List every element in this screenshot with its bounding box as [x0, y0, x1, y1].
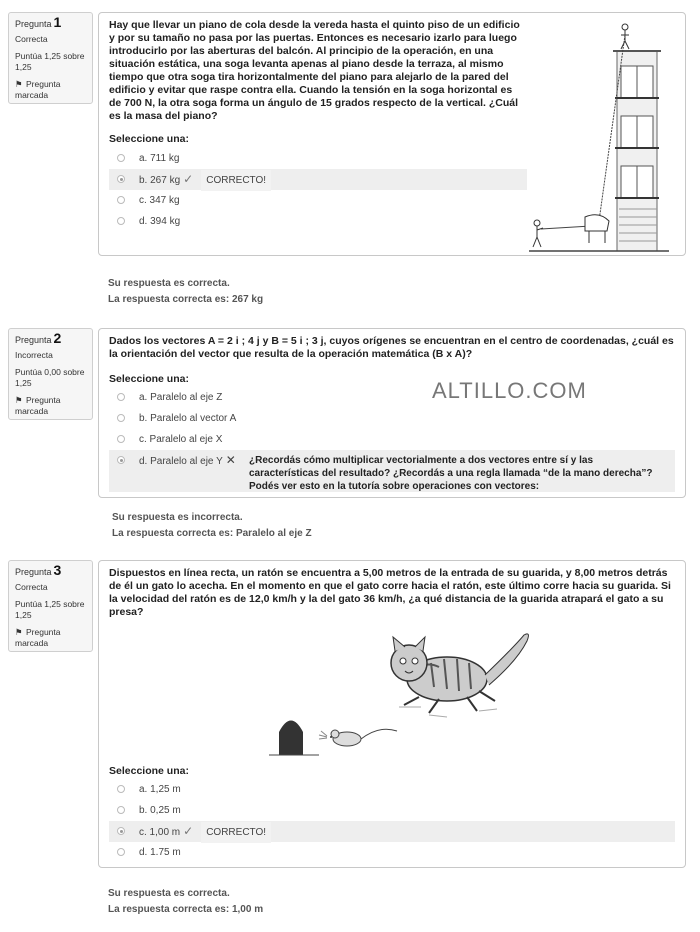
question-3-flag[interactable]: ⚑ Pregunta marcada	[15, 627, 61, 648]
question-2-prompt: Seleccione una:	[109, 373, 189, 385]
question-3-option-b[interactable]: b. 0,25 m	[109, 800, 675, 821]
question-2-flag[interactable]: ⚑ Pregunta marcada	[15, 395, 61, 416]
feedback-badge: CORRECTO!	[201, 170, 271, 191]
question-1-option-b[interactable]: b. 267 kg ✓ CORRECTO!	[109, 169, 527, 190]
radio-button[interactable]	[117, 785, 125, 793]
flag-icon: ⚑	[15, 627, 23, 637]
summary-correct-answer: La respuesta correcta es: 1,00 m	[108, 904, 264, 915]
question-3-info	[8, 560, 93, 652]
question-2-state: Incorrecta	[15, 350, 53, 360]
check-icon: ✓	[183, 172, 194, 186]
question-3-option-a[interactable]: a. 1,25 m	[109, 779, 675, 800]
summary-status: Su respuesta es correcta.	[108, 888, 230, 899]
question-2-info	[8, 328, 93, 420]
question-1-prompt: Seleccione una:	[109, 133, 189, 145]
question-1-grade: Puntúa 1,25 sobre 1,25	[15, 51, 85, 72]
flag-icon: ⚑	[15, 79, 23, 89]
feedback-text: ¿Recordás cómo multiplicar vectorialmente a dos vectores entre sí y las características del resultado? ¿Recordás a una regla llamada “de la mano derecha”? Podés ver esto en la tutoría sobre operaciones con vectores:	[249, 455, 653, 492]
question-1-number: Pregunta 1	[15, 14, 62, 30]
feedback-badge: CORRECTO!	[201, 822, 271, 843]
radio-button-selected[interactable]	[117, 456, 125, 464]
radio-button[interactable]	[117, 196, 125, 204]
question-2-summary	[112, 510, 312, 542]
question-2-text: Dados los vectores A = 2 i ; 4 j y B = 5 i ; 3 j, cuyos orígenes se encuentran en el centro de coordenadas, ¿cuál es la orientación del vector que resulta de la operación matemática (B x A)?	[109, 335, 674, 360]
cat-mouse-illustration	[269, 627, 539, 757]
radio-button[interactable]	[117, 217, 125, 225]
watermark: ALTILLO.COM	[432, 378, 587, 403]
question-1-state: Correcta	[15, 34, 48, 44]
question-3-option-c[interactable]: c. 1,00 m ✓ CORRECTO!	[109, 821, 675, 842]
question-3-prompt: Seleccione una:	[109, 765, 189, 777]
question-1-option-d[interactable]: d. 394 kg	[109, 211, 527, 232]
summary-status: Su respuesta es correcta.	[108, 278, 230, 289]
question-1-content	[98, 12, 686, 256]
question-2-content	[98, 328, 686, 498]
radio-button[interactable]	[117, 435, 125, 443]
question-3-content	[98, 560, 686, 868]
cross-icon: ✕	[225, 453, 236, 467]
question-2-number: Pregunta 2	[15, 330, 62, 346]
question-1-summary	[108, 276, 263, 308]
question-3-grade: Puntúa 1,25 sobre 1,25	[15, 599, 85, 620]
question-1-info	[8, 12, 93, 104]
flag-icon: ⚑	[15, 395, 23, 405]
summary-correct-answer: La respuesta correcta es: Paralelo al eje Z	[112, 528, 312, 539]
question-1-option-c[interactable]: c. 347 kg	[109, 190, 527, 211]
radio-button[interactable]	[117, 414, 125, 422]
radio-button[interactable]	[117, 806, 125, 814]
question-2-option-b[interactable]: b. Paralelo al vector A	[109, 408, 675, 429]
radio-button-selected[interactable]	[117, 827, 125, 835]
building-piano-illustration	[529, 21, 669, 253]
question-1-option-a[interactable]: a. 711 kg	[109, 148, 527, 169]
question-3-summary	[108, 886, 263, 918]
radio-button[interactable]	[117, 393, 125, 401]
check-icon: ✓	[183, 824, 194, 838]
question-2-option-a[interactable]: a. Paralelo al eje Z	[109, 387, 675, 408]
question-3-number: Pregunta 3	[15, 562, 62, 578]
question-3-text: Dispuestos en línea recta, un ratón se encuentra a 5,00 metros de la entrada de su guarida, y 8,00 metros detrás de él un gato lo acecha. En el momento en que el gato corre hacia el ratón, este último corre hacia su guarida. Si la velocidad del ratón es de 12,0 km/h y la del gato 36 km/h, ¿a qué distancia de la guarida atrapará el gato a su presa?	[109, 567, 671, 618]
question-1-text: Hay que llevar un piano de cola desde la vereda hasta el quinto piso de un edificio y por su tamaño no pasa por las puertas. Entonces es necesario izarlo para luego introducirlo por las aberturas del balcón. Al principio de la operación, en una situación estática, una soga levanta apenas al piano desde la terraza, al mismo tiempo que otra soga tira horizontalmente del piano para alejarlo de la pared del edificio y evitar que raspe contra ella. Cuando la tensión en la soga horizontal es de 700 N, la otra soga forma un ángulo de 15 grados respecto de la vertical. ¿Cuál es la masa del piano?	[109, 19, 520, 122]
question-3-option-d[interactable]: d. 1.75 m	[109, 842, 675, 863]
summary-status: Su respuesta es incorrecta.	[112, 512, 243, 523]
question-1-flag[interactable]: ⚑ Pregunta marcada	[15, 79, 61, 100]
summary-correct-answer: La respuesta correcta es: 267 kg	[108, 294, 264, 305]
question-3-state: Correcta	[15, 582, 48, 592]
radio-button-selected[interactable]	[117, 175, 125, 183]
question-2-option-c[interactable]: c. Paralelo al eje X	[109, 429, 675, 450]
question-2-grade: Puntúa 0,00 sobre 1,25	[15, 367, 85, 388]
radio-button[interactable]	[117, 848, 125, 856]
question-2-option-d[interactable]: d. Paralelo al eje Y ✕ ¿Recordás cómo multiplicar vectorialmente a dos vectores entre sí y las características del resultado? ¿Recordás a una regla llamada “de la mano derecha”? Podés ver esto en la tutoría sobre operaciones con vectores:	[109, 450, 675, 492]
radio-button[interactable]	[117, 154, 125, 162]
